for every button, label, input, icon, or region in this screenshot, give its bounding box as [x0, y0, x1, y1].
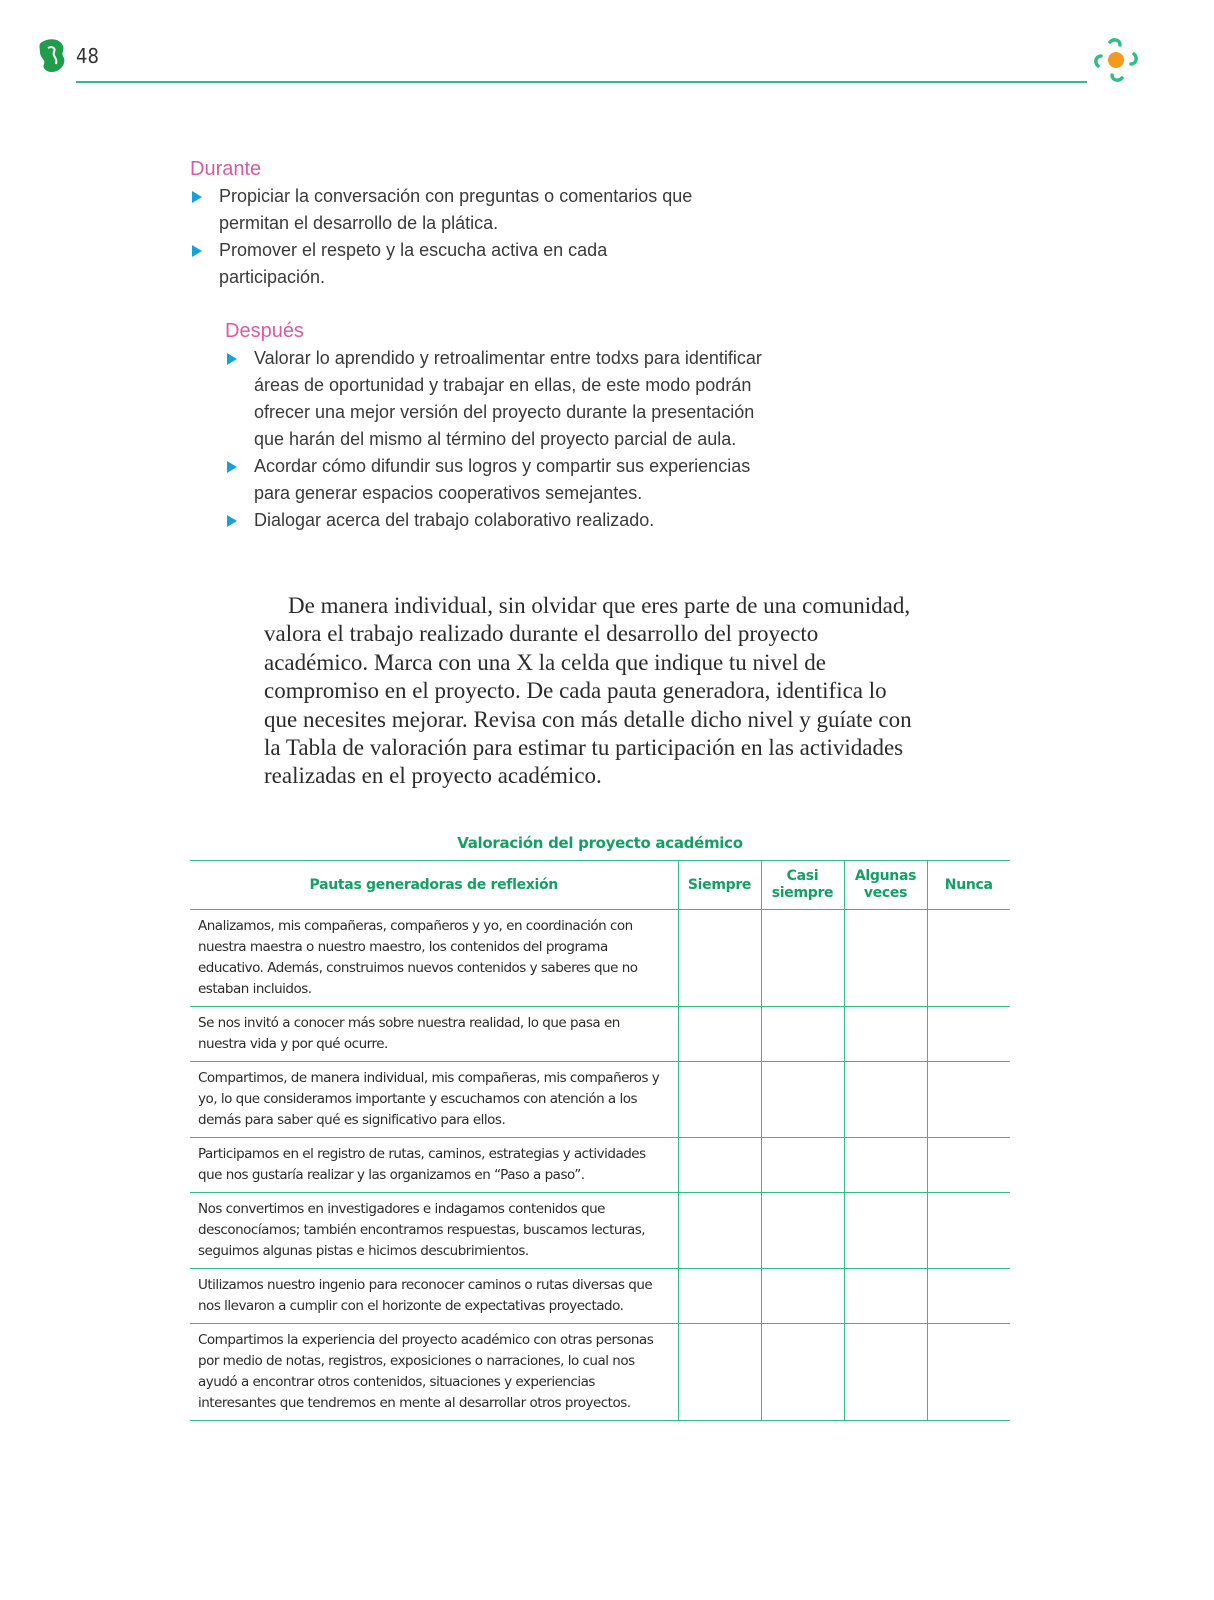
pauta-cell: Utilizamos nuestro ingenio para reconocer caminos o rutas diversas que nos llevaron a cumplir con el horizonte de expectativas proyectado. [190, 1269, 678, 1324]
casi-siempre-cell[interactable] [761, 1324, 844, 1421]
header-nunca: Nunca [927, 861, 1010, 910]
casi-siempre-cell[interactable] [761, 910, 844, 1007]
nunca-cell[interactable] [927, 1062, 1010, 1138]
despues-section [225, 320, 765, 534]
header-rule [76, 81, 1087, 83]
table-row [190, 1193, 1010, 1269]
header-pautas: Pautas generadoras de reflexión [190, 861, 678, 910]
algunas-veces-cell[interactable] [844, 1062, 927, 1138]
table-caption: Valoración del proyecto académico [457, 834, 743, 852]
despues-title: Después [225, 320, 304, 342]
pauta-cell: Compartimos la experiencia del proyecto académico con otras personas por medio de notas, registros, exposiciones o narraciones, lo cual nos ayudó a encontrar otros contenidos, situaciones y experiencias interesantes que tendremos en mente al desarrollar otros proyectos. [190, 1324, 678, 1421]
page-number: 48 [76, 44, 99, 68]
pauta-cell: Compartimos, de manera individual, mis compañeras, mis compañeros y yo, lo que consideramos importante y escuchamos con atención a los demás para saber qué es significativo para ellos. [190, 1062, 678, 1138]
algunas-veces-cell[interactable] [844, 1193, 927, 1269]
table-row [190, 910, 1010, 1007]
pauta-cell: Se nos invitó a conocer más sobre nuestra realidad, lo que pasa en nuestra vida y por qué ocurre. [190, 1007, 678, 1062]
siempre-cell[interactable] [678, 910, 761, 1007]
durante-list [190, 183, 710, 291]
algunas-veces-cell[interactable] [844, 1269, 927, 1324]
siempre-cell[interactable] [678, 1193, 761, 1269]
pauta-cell: Analizamos, mis compañeras, compañeros y yo, en coordinación con nuestra maestra o nuestro maestro, los contenidos del programa educativo. Además, construimos nuevos contenidos y saberes que no estaban incluidos. [190, 910, 678, 1007]
durante-title: Durante [190, 158, 262, 180]
list-item: Dialogar acerca del trabajo colaborativo realizado. [225, 507, 765, 534]
list-item: Acordar cómo difundir sus logros y compartir sus experiencias para generar espacios cooperativos semejantes. [225, 453, 765, 507]
bullet-arrow-icon [192, 191, 202, 203]
valoracion-table [190, 860, 1010, 1421]
casi-siempre-cell[interactable] [761, 1269, 844, 1324]
table-row [190, 1007, 1010, 1062]
bullet-arrow-icon [192, 245, 202, 257]
algunas-veces-cell[interactable] [844, 1007, 927, 1062]
pauta-cell: Nos convertimos en investigadores e indagamos contenidos que desconocíamos; también encontramos respuestas, buscamos lecturas, seguimos algunas pistas e hicimos descubrimientos. [190, 1193, 678, 1269]
header-casi-siempre: Casi siempre [761, 861, 844, 910]
siempre-cell[interactable] [678, 1269, 761, 1324]
header-siempre: Siempre [678, 861, 761, 910]
list-item: Promover el respeto y la escucha activa en cada participación. [190, 237, 710, 291]
casi-siempre-cell[interactable] [761, 1007, 844, 1062]
bullet-arrow-icon [227, 461, 237, 473]
siempre-cell[interactable] [678, 1138, 761, 1193]
despues-list [225, 345, 765, 534]
instructions-paragraph: De manera individual, sin olvidar que eres parte de una comunidad, valora el trabajo realizado durante el desarrollo del proyecto académico. Marca con una X la celda que indique tu nivel de compromiso en el proyecto. De cada pauta generadora, identifica lo que necesites mejorar. Revisa con más detalle dicho nivel y guíate con la Tabla de valoración para estimar tu participación en las actividades realizadas en el proyecto académico. [264, 593, 912, 789]
durante-section [190, 158, 710, 291]
siempre-cell[interactable] [678, 1324, 761, 1421]
list-item: Valorar lo aprendido y retroalimentar entre todxs para identificar áreas de oportunidad y trabajar en ellas, de este modo podrán ofrecer una mejor versión del proyecto durante la presentación que harán del mismo al término del proyecto parcial de aula. [225, 345, 765, 453]
table-row [190, 1324, 1010, 1421]
algunas-veces-cell[interactable] [844, 1324, 927, 1421]
pauta-cell: Participamos en el registro de rutas, caminos, estrategias y actividades que nos gustaría realizar y las organizamos en “Paso a paso”. [190, 1138, 678, 1193]
bullet-arrow-icon [227, 515, 237, 527]
casi-siempre-cell[interactable] [761, 1193, 844, 1269]
nunca-cell[interactable] [927, 910, 1010, 1007]
nunca-cell[interactable] [927, 1324, 1010, 1421]
orange-flower-emblem-icon [1090, 34, 1142, 86]
table-row [190, 1062, 1010, 1138]
algunas-veces-cell[interactable] [844, 1138, 927, 1193]
casi-siempre-cell[interactable] [761, 1138, 844, 1193]
siempre-cell[interactable] [678, 1062, 761, 1138]
nunca-cell[interactable] [927, 1269, 1010, 1324]
bullet-arrow-icon [227, 353, 237, 365]
table-row [190, 1138, 1010, 1193]
list-item: Propiciar la conversación con preguntas o comentarios que permitan el desarrollo de la plática. [190, 183, 710, 237]
casi-siempre-cell[interactable] [761, 1062, 844, 1138]
header-algunas-veces: Algunas veces [844, 861, 927, 910]
table-header-row [190, 861, 1010, 910]
nunca-cell[interactable] [927, 1007, 1010, 1062]
siempre-cell[interactable] [678, 1007, 761, 1062]
nunca-cell[interactable] [927, 1138, 1010, 1193]
nunca-cell[interactable] [927, 1193, 1010, 1269]
table-row [190, 1269, 1010, 1324]
green-glyph-logo-icon [36, 38, 68, 74]
algunas-veces-cell[interactable] [844, 910, 927, 1007]
